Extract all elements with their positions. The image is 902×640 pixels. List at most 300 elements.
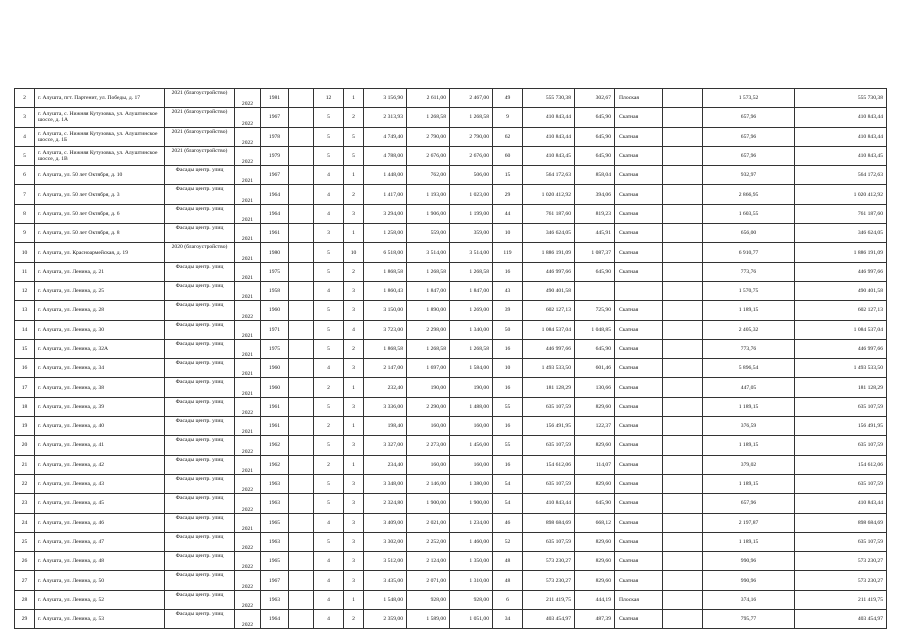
living-area-cell: 160,00 xyxy=(407,455,450,474)
living-area-cell: 928,00 xyxy=(407,590,450,609)
address-cell: г. Алушта, ул. Ленина, д. 42 xyxy=(35,455,165,474)
blank-cell xyxy=(663,89,703,108)
entrances-cell: 1 xyxy=(344,417,364,436)
row-number: 8 xyxy=(15,204,35,223)
floors-cell: 5 xyxy=(314,243,344,262)
blank-cell xyxy=(289,359,314,378)
entrances-cell: 3 xyxy=(344,204,364,223)
entrances-cell: 3 xyxy=(344,436,364,455)
address-cell: г. Алушта, с. Нижняя Кутузовка, ул. Алуштинское шоссе, д. 1А xyxy=(35,108,165,127)
entrances-cell: 1 xyxy=(344,455,364,474)
built-year-cell: 1960 xyxy=(261,301,289,320)
row-number: 20 xyxy=(15,436,35,455)
built-year-cell: 1975 xyxy=(261,339,289,358)
total-area-cell: 1 868,58 xyxy=(364,339,407,358)
residential-area-cell: 1 234,00 xyxy=(450,513,493,532)
residents-cell: 119 xyxy=(493,243,523,262)
roof-type-cell: Скатная xyxy=(615,339,663,358)
roof-type-cell: Скатная xyxy=(615,436,663,455)
residential-area-cell: 359,00 xyxy=(450,224,493,243)
unit-cost-cell: 122,37 xyxy=(575,417,615,436)
row-number: 6 xyxy=(15,166,35,185)
total-area-cell: 198,40 xyxy=(364,417,407,436)
residents-cell: 43 xyxy=(493,281,523,300)
address-cell: г. Алушта, ул. Ленина, д. 39 xyxy=(35,397,165,416)
residential-area-cell: 1 456,00 xyxy=(450,436,493,455)
total-area-cell: 2 324,80 xyxy=(364,494,407,513)
plan-year-cell: 2021 xyxy=(235,243,261,262)
residential-area-cell: 2 676,00 xyxy=(450,146,493,165)
roof-area-cell: 990,96 xyxy=(703,552,795,571)
floors-cell: 5 xyxy=(314,146,344,165)
blank-cell xyxy=(289,571,314,590)
floors-cell: 5 xyxy=(314,320,344,339)
unit-cost-cell: 829,60 xyxy=(575,436,615,455)
entrances-cell: 2 xyxy=(344,108,364,127)
total-cost-cell: 1 493 533,50 xyxy=(795,359,887,378)
residents-cell: 46 xyxy=(493,513,523,532)
residents-cell: 16 xyxy=(493,262,523,281)
total-cost-cell: 403 454,97 xyxy=(795,610,887,629)
housing-register-table xyxy=(14,88,887,629)
row-number: 3 xyxy=(15,108,35,127)
work-type-cell: Фасады центр. улиц xyxy=(165,494,235,513)
floors-cell: 5 xyxy=(314,108,344,127)
floors-cell: 2 xyxy=(314,455,344,474)
blank-cell xyxy=(289,166,314,185)
table-row xyxy=(15,417,887,436)
cost-cell: 761 187,60 xyxy=(523,204,575,223)
blank-cell xyxy=(289,513,314,532)
work-type-cell: Фасады центр. улиц xyxy=(165,301,235,320)
total-area-cell: 1 860,43 xyxy=(364,281,407,300)
residents-cell: 16 xyxy=(493,378,523,397)
residents-cell: 16 xyxy=(493,339,523,358)
entrances-cell: 2 xyxy=(344,610,364,629)
living-area-cell: 2 290,00 xyxy=(407,397,450,416)
roof-type-cell: Скатная xyxy=(615,320,663,339)
residential-area-cell: 1 340,00 xyxy=(450,320,493,339)
cost-cell: 346 624,05 xyxy=(523,224,575,243)
blank-cell xyxy=(663,146,703,165)
cost-cell: 403 454,97 xyxy=(523,610,575,629)
entrances-cell: 1 xyxy=(344,166,364,185)
living-area-cell: 1 847,00 xyxy=(407,281,450,300)
address-cell: г. Алушта, ул. 50 лет Октября, д. 6 xyxy=(35,204,165,223)
floors-cell: 5 xyxy=(314,494,344,513)
blank-cell xyxy=(289,378,314,397)
row-number: 18 xyxy=(15,397,35,416)
table-row xyxy=(15,224,887,243)
residents-cell: 15 xyxy=(493,166,523,185)
total-cost-cell: 410 843,44 xyxy=(795,108,887,127)
cost-cell: 573 230,27 xyxy=(523,571,575,590)
work-type-cell: Фасады центр. улиц xyxy=(165,455,235,474)
roof-type-cell: Скатная xyxy=(615,127,663,146)
total-cost-cell: 635 107,59 xyxy=(795,397,887,416)
living-area-cell: 2 298,00 xyxy=(407,320,450,339)
blank-cell xyxy=(663,339,703,358)
total-cost-cell: 1 084 537,04 xyxy=(795,320,887,339)
total-cost-cell: 898 684,69 xyxy=(795,513,887,532)
total-area-cell: 2 313,93 xyxy=(364,108,407,127)
work-type-cell: Фасады центр. улиц xyxy=(165,590,235,609)
blank-cell xyxy=(663,513,703,532)
entrances-cell: 3 xyxy=(344,301,364,320)
table-row xyxy=(15,185,887,204)
blank-cell xyxy=(289,185,314,204)
entrances-cell: 2 xyxy=(344,185,364,204)
total-area-cell: 6 518,00 xyxy=(364,243,407,262)
cost-cell: 1 493 533,50 xyxy=(523,359,575,378)
residential-area-cell: 1 350,00 xyxy=(450,552,493,571)
residents-cell: 60 xyxy=(493,146,523,165)
unit-cost-cell: 1 087,37 xyxy=(575,243,615,262)
plan-year-cell: 2022 xyxy=(235,590,261,609)
row-number: 5 xyxy=(15,146,35,165)
residential-area-cell: 3 514,00 xyxy=(450,243,493,262)
work-type-cell: Фасады центр. улиц xyxy=(165,262,235,281)
cost-cell: 410 843,45 xyxy=(523,146,575,165)
total-cost-cell: 490 401,58 xyxy=(795,281,887,300)
living-area-cell: 190,00 xyxy=(407,378,450,397)
total-area-cell: 3 435,00 xyxy=(364,571,407,590)
table-row xyxy=(15,243,887,262)
blank-cell xyxy=(289,339,314,358)
residential-area-cell: 1 269,00 xyxy=(450,301,493,320)
roof-area-cell: 6 910,77 xyxy=(703,243,795,262)
cost-cell: 1 084 537,04 xyxy=(523,320,575,339)
living-area-cell: 762,00 xyxy=(407,166,450,185)
work-type-cell: Фасады центр. улиц xyxy=(165,513,235,532)
plan-year-cell: 2021 xyxy=(235,359,261,378)
blank-cell xyxy=(663,397,703,416)
blank-cell xyxy=(289,301,314,320)
address-cell: г. Алушта, ул. Ленина, д. 21 xyxy=(35,262,165,281)
blank-cell xyxy=(663,378,703,397)
residential-area-cell: 1 900,00 xyxy=(450,494,493,513)
built-year-cell: 1975 xyxy=(261,262,289,281)
entrances-cell: 10 xyxy=(344,243,364,262)
row-number: 19 xyxy=(15,417,35,436)
residents-cell: 52 xyxy=(493,532,523,551)
living-area-cell: 1 589,00 xyxy=(407,610,450,629)
residents-cell: 62 xyxy=(493,127,523,146)
entrances-cell: 2 xyxy=(344,262,364,281)
built-year-cell: 1981 xyxy=(261,89,289,108)
row-number: 14 xyxy=(15,320,35,339)
built-year-cell: 1967 xyxy=(261,571,289,590)
total-area-cell: 232,40 xyxy=(364,378,407,397)
blank-cell xyxy=(663,494,703,513)
total-cost-cell: 573 230,27 xyxy=(795,571,887,590)
table-row xyxy=(15,436,887,455)
total-cost-cell: 346 624,05 xyxy=(795,224,887,243)
blank-cell xyxy=(289,552,314,571)
plan-year-cell: 2022 xyxy=(235,474,261,493)
unit-cost-cell: 819,23 xyxy=(575,204,615,223)
cost-cell: 564 172,63 xyxy=(523,166,575,185)
cost-cell: 635 107,59 xyxy=(523,532,575,551)
residential-area-cell: 190,00 xyxy=(450,378,493,397)
built-year-cell: 1967 xyxy=(261,166,289,185)
address-cell: г. Алушта, ул. 50 лет Октября, д. 10 xyxy=(35,166,165,185)
unit-cost-cell: 445,91 xyxy=(575,224,615,243)
plan-year-cell: 2021 xyxy=(235,378,261,397)
floors-cell: 4 xyxy=(314,610,344,629)
floors-cell: 4 xyxy=(314,513,344,532)
residential-area-cell: 1 268,58 xyxy=(450,339,493,358)
table-row xyxy=(15,532,887,551)
table-row xyxy=(15,204,887,223)
plan-year-cell: 2021 xyxy=(235,513,261,532)
roof-type-cell xyxy=(615,281,663,300)
roof-type-cell: Скатная xyxy=(615,610,663,629)
blank-cell xyxy=(663,281,703,300)
roof-area-cell: 376,59 xyxy=(703,417,795,436)
plan-year-cell: 2021 xyxy=(235,166,261,185)
residential-area-cell: 1 268,58 xyxy=(450,108,493,127)
address-cell: г. Алушта, ул. 50 лет Октября, д. 8 xyxy=(35,224,165,243)
residents-cell: 29 xyxy=(493,185,523,204)
address-cell: г. Алушта, ул. Ленина, д. 38 xyxy=(35,378,165,397)
total-cost-cell: 1 886 191,09 xyxy=(795,243,887,262)
row-number: 10 xyxy=(15,243,35,262)
living-area-cell: 1 890,00 xyxy=(407,301,450,320)
cost-cell: 154 612,06 xyxy=(523,455,575,474)
entrances-cell: 3 xyxy=(344,571,364,590)
residents-cell: 39 xyxy=(493,301,523,320)
total-cost-cell: 761 187,60 xyxy=(795,204,887,223)
entrances-cell: 2 xyxy=(344,339,364,358)
work-type-cell: 2020 (благоустройство) xyxy=(165,243,235,262)
roof-area-cell: 374,16 xyxy=(703,590,795,609)
cost-cell: 156 491,95 xyxy=(523,417,575,436)
roof-area-cell: 773,76 xyxy=(703,262,795,281)
row-number: 27 xyxy=(15,571,35,590)
roof-area-cell: 2 866,95 xyxy=(703,185,795,204)
floors-cell: 5 xyxy=(314,397,344,416)
row-number: 4 xyxy=(15,127,35,146)
built-year-cell: 1967 xyxy=(261,108,289,127)
roof-type-cell: Скатная xyxy=(615,532,663,551)
work-type-cell: Фасады центр. улиц xyxy=(165,204,235,223)
blank-cell xyxy=(663,571,703,590)
total-cost-cell: 410 843,44 xyxy=(795,127,887,146)
built-year-cell: 1971 xyxy=(261,320,289,339)
residents-cell: 10 xyxy=(493,224,523,243)
table-row xyxy=(15,397,887,416)
table-row xyxy=(15,301,887,320)
roof-area-cell: 1 189,15 xyxy=(703,397,795,416)
blank-cell xyxy=(289,474,314,493)
blank-cell xyxy=(289,204,314,223)
row-number: 17 xyxy=(15,378,35,397)
roof-area-cell: 657,96 xyxy=(703,127,795,146)
blank-cell xyxy=(663,610,703,629)
total-area-cell: 1 417,00 xyxy=(364,185,407,204)
unit-cost-cell: 829,60 xyxy=(575,474,615,493)
work-type-cell: Фасады центр. улиц xyxy=(165,571,235,590)
built-year-cell: 1965 xyxy=(261,552,289,571)
built-year-cell: 1962 xyxy=(261,455,289,474)
blank-cell xyxy=(289,590,314,609)
total-area-cell: 1 448,00 xyxy=(364,166,407,185)
floors-cell: 4 xyxy=(314,166,344,185)
row-number: 24 xyxy=(15,513,35,532)
work-type-cell: Фасады центр. улиц xyxy=(165,610,235,629)
living-area-cell: 1 193,00 xyxy=(407,185,450,204)
entrances-cell: 3 xyxy=(344,281,364,300)
address-cell: г. Алушта, ул. Ленина, д. 40 xyxy=(35,417,165,436)
plan-year-cell: 2021 xyxy=(235,262,261,281)
roof-type-cell: Скатная xyxy=(615,359,663,378)
total-area-cell: 3 294,00 xyxy=(364,204,407,223)
unit-cost-cell: 645,90 xyxy=(575,494,615,513)
work-type-cell: 2021 (благоустройство) xyxy=(165,127,235,146)
plan-year-cell: 2021 xyxy=(235,224,261,243)
cost-cell: 573 230,27 xyxy=(523,552,575,571)
living-area-cell: 1 268,58 xyxy=(407,262,450,281)
row-number: 21 xyxy=(15,455,35,474)
blank-cell xyxy=(289,455,314,474)
table-row xyxy=(15,89,887,108)
blank-cell xyxy=(289,320,314,339)
unit-cost-cell: 645,90 xyxy=(575,339,615,358)
residential-area-cell: 1 051,00 xyxy=(450,610,493,629)
blank-cell xyxy=(289,610,314,629)
living-area-cell: 2 021,00 xyxy=(407,513,450,532)
row-number: 28 xyxy=(15,590,35,609)
blank-cell xyxy=(663,474,703,493)
residents-cell: 55 xyxy=(493,436,523,455)
table-row xyxy=(15,281,887,300)
residents-cell: 48 xyxy=(493,571,523,590)
table-row xyxy=(15,474,887,493)
built-year-cell: 1964 xyxy=(261,185,289,204)
entrances-cell: 5 xyxy=(344,127,364,146)
plan-year-cell: 2021 xyxy=(235,339,261,358)
roof-type-cell: Скатная xyxy=(615,455,663,474)
built-year-cell: 1960 xyxy=(261,378,289,397)
entrances-cell: 1 xyxy=(344,590,364,609)
roof-type-cell: Плоская xyxy=(615,590,663,609)
unit-cost-cell: 725,90 xyxy=(575,301,615,320)
total-cost-cell: 602 127,13 xyxy=(795,301,887,320)
floors-cell: 4 xyxy=(314,359,344,378)
plan-year-cell: 2021 xyxy=(235,455,261,474)
address-cell: г. Алушта, ул. Ленина, д. 50 xyxy=(35,571,165,590)
floors-cell: 4 xyxy=(314,552,344,571)
table-row xyxy=(15,513,887,532)
residents-cell: 9 xyxy=(493,108,523,127)
plan-year-cell: 2022 xyxy=(235,494,261,513)
total-area-cell: 3 302,00 xyxy=(364,532,407,551)
cost-cell: 898 684,69 xyxy=(523,513,575,532)
blank-cell xyxy=(663,552,703,571)
blank-cell xyxy=(663,262,703,281)
floors-cell: 2 xyxy=(314,378,344,397)
blank-cell xyxy=(289,397,314,416)
living-area-cell: 2 676,00 xyxy=(407,146,450,165)
total-cost-cell: 156 491,95 xyxy=(795,417,887,436)
roof-area-cell: 1 603,55 xyxy=(703,204,795,223)
work-type-cell: Фасады центр. улиц xyxy=(165,185,235,204)
roof-area-cell: 773,76 xyxy=(703,339,795,358)
total-area-cell: 3 327,00 xyxy=(364,436,407,455)
row-number: 11 xyxy=(15,262,35,281)
blank-cell xyxy=(289,281,314,300)
residential-area-cell: 1 584,00 xyxy=(450,359,493,378)
blank-cell xyxy=(289,436,314,455)
entrances-cell: 5 xyxy=(344,146,364,165)
residential-area-cell: 2 467,00 xyxy=(450,89,493,108)
roof-type-cell: Скатная xyxy=(615,262,663,281)
plan-year-cell: 2021 xyxy=(235,281,261,300)
table-row xyxy=(15,127,887,146)
table-row xyxy=(15,146,887,165)
roof-area-cell: 1 189,15 xyxy=(703,301,795,320)
residential-area-cell: 1 380,00 xyxy=(450,474,493,493)
plan-year-cell: 2022 xyxy=(235,108,261,127)
work-type-cell: Фасады центр. улиц xyxy=(165,359,235,378)
row-number: 7 xyxy=(15,185,35,204)
plan-year-cell: 2022 xyxy=(235,571,261,590)
residents-cell: 49 xyxy=(493,89,523,108)
cost-cell: 181 128,29 xyxy=(523,378,575,397)
total-cost-cell: 154 612,06 xyxy=(795,455,887,474)
plan-year-cell: 2022 xyxy=(235,146,261,165)
total-cost-cell: 573 230,27 xyxy=(795,552,887,571)
total-area-cell: 4 749,40 xyxy=(364,127,407,146)
total-cost-cell: 555 730,38 xyxy=(795,89,887,108)
roof-type-cell: Скатная xyxy=(615,571,663,590)
built-year-cell: 1965 xyxy=(261,513,289,532)
address-cell: г. Алушта, с. Нижняя Кутузовка, ул. Алуштинское шоссе, д. 1В xyxy=(35,146,165,165)
entrances-cell: 1 xyxy=(344,378,364,397)
blank-cell xyxy=(289,108,314,127)
roof-type-cell: Скатная xyxy=(615,108,663,127)
living-area-cell: 160,00 xyxy=(407,417,450,436)
total-area-cell: 3 723,00 xyxy=(364,320,407,339)
roof-type-cell: Скатная xyxy=(615,224,663,243)
total-cost-cell: 410 843,45 xyxy=(795,146,887,165)
entrances-cell: 3 xyxy=(344,513,364,532)
row-number: 12 xyxy=(15,281,35,300)
work-type-cell: Фасады центр. улиц xyxy=(165,166,235,185)
roof-area-cell: 657,96 xyxy=(703,494,795,513)
entrances-cell: 1 xyxy=(344,224,364,243)
work-type-cell: Фасады центр. улиц xyxy=(165,474,235,493)
blank-cell xyxy=(663,417,703,436)
row-number: 9 xyxy=(15,224,35,243)
built-year-cell: 1963 xyxy=(261,494,289,513)
total-area-cell: 3 409,00 xyxy=(364,513,407,532)
roof-type-cell: Скатная xyxy=(615,166,663,185)
residential-area-cell: 160,00 xyxy=(450,417,493,436)
blank-cell xyxy=(663,108,703,127)
floors-cell: 12 xyxy=(314,89,344,108)
table-row xyxy=(15,590,887,609)
roof-area-cell: 1 189,15 xyxy=(703,436,795,455)
unit-cost-cell: 1 048,85 xyxy=(575,320,615,339)
living-area-cell: 559,00 xyxy=(407,224,450,243)
table-row xyxy=(15,262,887,281)
floors-cell: 5 xyxy=(314,474,344,493)
residential-area-cell: 506,00 xyxy=(450,166,493,185)
floors-cell: 2 xyxy=(314,417,344,436)
row-number: 13 xyxy=(15,301,35,320)
